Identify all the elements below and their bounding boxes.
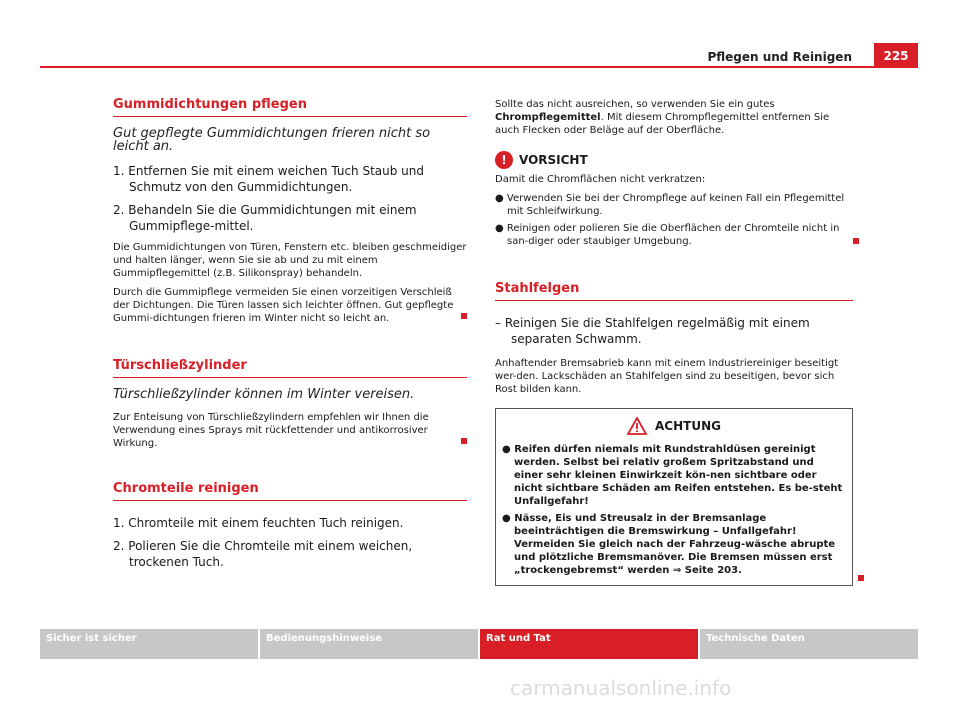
tab-technische-daten[interactable]: Technische Daten: [700, 629, 918, 659]
vorsicht-bullet: ● Reinigen oder polieren Sie die Oberflächen der Chromteile nicht in san-diger oder staubiger Umgebung.: [495, 223, 840, 247]
step-list: [113, 515, 467, 570]
intro-text: . Mit diesem Chrompflegemittel entfernen Sie auch Flecken oder Beläge auf der Oberfläche.: [495, 112, 830, 136]
achtung-header: [502, 417, 846, 435]
instruction-item: – Reinigen Sie die Stahlfelgen regelmäßig mit einem separaten Schwamm.: [495, 316, 810, 346]
chapter-tab-bar: [40, 629, 918, 659]
step-item: 1. Chromteile mit einem feuchten Tuch reinigen.: [113, 516, 404, 530]
section-gummidichtungen: [113, 98, 467, 325]
section-end-marker: [461, 313, 467, 319]
vorsicht-bullet: ● Verwenden Sie bei der Chrompflege auf keinen Fall ein Pflegemittel mit Schleifwirkung.: [495, 193, 845, 217]
vorsicht-header: [495, 151, 853, 169]
intro-paragraph: [495, 98, 853, 137]
vorsicht-title: VORSICHT: [519, 152, 588, 167]
step-item: 1. Entfernen Sie mit einem weichen Tuch Staub und Schmutz von den Gummidichtungen.: [113, 164, 425, 194]
section-heading: Chromteile reinigen: [113, 482, 467, 501]
section-stahlfelgen: [495, 282, 853, 396]
achtung-bullet: ● Nässe, Eis und Streusalz in der Bremsanlage beeinträchtigen die Bremswirkung – Unfallgefahr! Vermeiden Sie gleich nach der Fahrzeug-wäsche abrupte und plötzliche Bremsmanöver. Die Bremsen müssen erst „trockengebremst“ werden ⇒ Seite 203.: [502, 513, 836, 576]
body-paragraph: Anhaftender Bremsabrieb kann mit einem Industriereiniger beseitigt wer-den. Lackschäden an Stahlfelgen sind zu beseitigen, bevor sich Rost bilden kann.: [495, 358, 839, 395]
body-paragraph: Durch die Gummipflege vermeiden Sie einen vorzeitigen Verschleiß der Dichtungen. Die Türen lassen sich leichter öffnen. Gut gepflegte Gummi-dichtungen frieren im Winter nicht so leicht an.: [113, 287, 454, 324]
header-rule: [40, 66, 918, 68]
section-end-marker: [858, 575, 864, 581]
achtung-warning-box: [495, 408, 853, 586]
section-end-marker: [461, 438, 467, 444]
left-column: [113, 98, 467, 577]
vorsicht-lead: Damit die Chromflächen nicht verkratzen:: [495, 174, 706, 185]
section-heading: Stahlfelgen: [495, 282, 853, 301]
right-column: [495, 98, 853, 586]
section-subtitle: Türschließzylinder können im Winter vereisen.: [113, 387, 415, 402]
exclamation-circle-icon: !: [495, 151, 513, 169]
tab-rat-und-tat[interactable]: Rat und Tat: [480, 629, 698, 659]
section-heading: Türschließzylinder: [113, 359, 467, 378]
warning-triangle-icon: [627, 417, 647, 435]
vorsicht-notice: [495, 151, 853, 248]
body-paragraph: Zur Enteisung von Türschließzylindern empfehlen wir Ihnen die Verwendung eines Sprays mit rückfettender und antikorrosiver Wirkung.: [113, 412, 429, 449]
achtung-bullet: ● Reifen dürfen niemals mit Rundstrahldüsen gereinigt werden. Selbst bei relativ großem Spritzabstand und einer sehr kleinen Einwirkzeit kön-nen sichtbare oder nicht sichtbare Schäden am Reifen entstehen. Es be-steht Unfallgefahr!: [502, 444, 843, 507]
tab-sicher-ist-sicher[interactable]: Sicher ist sicher: [40, 629, 258, 659]
section-chromteile: [113, 482, 467, 570]
intro-bold-term: Chrompflegemittel: [495, 112, 601, 123]
body-paragraph: Die Gummidichtungen von Türen, Fenstern etc. bleiben geschmeidiger und halten länger, wenn Sie sie ab und zu mit einem Gummipflegemittel (z.B. Silikonspray) behandeln.: [113, 242, 467, 279]
step-list: [113, 163, 467, 234]
watermark: carmanualsonline.info: [510, 676, 732, 700]
achtung-title: ACHTUNG: [655, 418, 721, 433]
section-end-marker: [853, 238, 859, 244]
section-subtitle: Gut gepflegte Gummidichtungen frieren nicht so leicht an.: [113, 126, 431, 154]
page-number: 225: [874, 43, 918, 67]
step-item: 2. Behandeln Sie die Gummidichtungen mit einem Gummipflege-mittel.: [113, 203, 417, 233]
section-tuerschliesszylinder: [113, 359, 467, 450]
intro-text: Sollte das nicht ausreichen, so verwenden Sie ein gutes: [495, 99, 775, 110]
tab-bedienungshinweise[interactable]: Bedienungshinweise: [260, 629, 478, 659]
step-item: 2. Polieren Sie die Chromteile mit einem weichen, trockenen Tuch.: [113, 539, 413, 569]
running-header-title: Pflegen und Reinigen: [707, 50, 852, 64]
section-heading: Gummidichtungen pflegen: [113, 98, 467, 117]
